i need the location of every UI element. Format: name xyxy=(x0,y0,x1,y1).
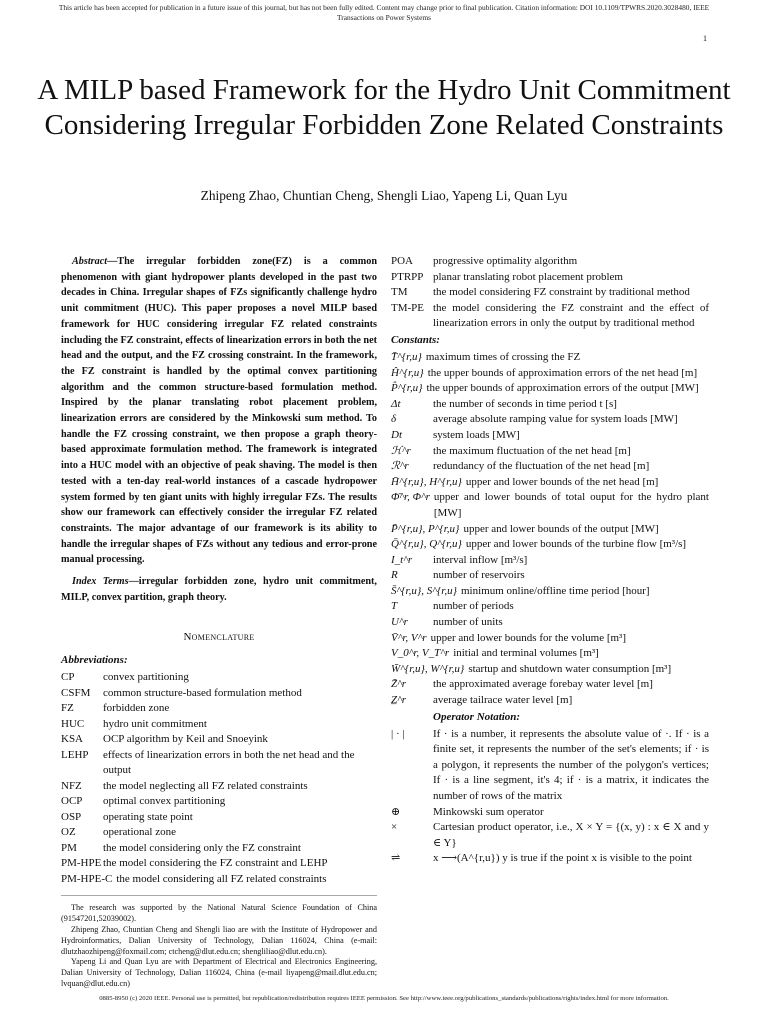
index-terms: Index Terms—irregular forbidden zone, hydro unit commitment, MILP, convex partition, graph theory. xyxy=(61,576,377,603)
constant-item xyxy=(391,646,709,662)
constant-item-description: startup and shutdown water consumption [m³] xyxy=(468,662,672,675)
abbreviation-item-description: effects of linearization errors in both the net head and the output xyxy=(103,748,355,777)
abbreviation-item-key: PTRPP xyxy=(391,270,424,283)
abbreviation-item xyxy=(61,779,377,795)
nomenclature-heading: Nomenclature xyxy=(183,631,255,644)
abbreviation-item-key: PM-HPE xyxy=(61,857,102,870)
abbreviation-item-key: FZ xyxy=(61,702,74,715)
constant-item-description: number of periods xyxy=(433,600,514,613)
abbreviation-item-description: operational zone xyxy=(103,826,176,839)
abbreviation-item-description: hydro unit commitment xyxy=(103,717,207,730)
constants-list xyxy=(391,350,709,709)
constant-item-key: Q̄^{r,u}, Q^{r,u} xyxy=(391,538,462,551)
constant-item-key: Dt xyxy=(391,428,402,441)
abbreviation-item xyxy=(61,732,377,748)
constant-item-key: Φ̄^r, Φ^r xyxy=(391,491,430,504)
constant-item-description: the upper bounds of approximation errors of the output [MW] xyxy=(426,382,699,395)
footnotes xyxy=(61,895,377,989)
operator-item-description: x ⟶(A^{r,u}) y is true if the point x is visible to the point xyxy=(433,852,692,865)
constant-item-key: W̄^{r,u}, W^{r,u} xyxy=(391,662,465,675)
constant-item-description: number of reservoirs xyxy=(433,569,525,582)
abbreviation-item xyxy=(61,825,377,841)
constant-item-key: Ĥ^{r,u} xyxy=(391,366,424,379)
footnote-funding: The research was supported by the National Natural Science Foundation of China (91547201,52039002). xyxy=(61,903,377,924)
constant-item-key: I_t^r xyxy=(391,553,413,566)
paper-title: A MILP based Framework for the Hydro Unit Commitment Considering Irregular Forbidden Zone Related Constraints xyxy=(37,74,731,141)
constant-item-description: upper and lower bounds for the volume [m³] xyxy=(430,631,627,644)
constant-item xyxy=(391,412,709,428)
constant-item xyxy=(391,677,709,693)
constant-item xyxy=(391,444,709,460)
abbreviation-item-key: CSFM xyxy=(61,686,91,699)
operator-item xyxy=(391,851,709,867)
operator-item-key: ⊕ xyxy=(391,805,401,818)
constant-item-description: system loads [MW] xyxy=(433,428,520,441)
constant-item-description: initial and terminal volumes [m³] xyxy=(453,647,599,660)
constant-item-key: T̄^{r,u} xyxy=(391,350,422,363)
right-column xyxy=(391,254,709,867)
constant-item xyxy=(391,475,709,491)
constant-item-description: upper and lower bounds of total ouput for the hydro plant [MW] xyxy=(433,491,709,519)
footnote-affiliation-2: Yapeng Li and Quan Lyu are with Department of Electrical and Electronics Engineering, Dalian University of Technology, Dalian 116024, China (e-mail liyapeng@mail.dlut.edu.cn; lvquan@dlut.edu.cn) xyxy=(61,957,377,989)
constant-item xyxy=(391,553,709,569)
operator-item xyxy=(391,820,709,851)
constant-item xyxy=(391,490,709,521)
abbreviation-item-key: NFZ xyxy=(61,779,82,792)
constant-item xyxy=(391,568,709,584)
abbreviation-item-description: OCP algorithm by Keil and Snoeyink xyxy=(103,733,268,746)
constant-item xyxy=(391,599,709,615)
abbreviation-item-key: OSP xyxy=(61,810,82,823)
abbreviation-item-description: forbidden zone xyxy=(103,702,170,715)
constant-item-description: the approximated average forebay water level [m] xyxy=(433,678,653,691)
constant-item xyxy=(391,584,709,600)
operator-item xyxy=(391,727,709,805)
abbreviation-item-description: the model considering all FZ related constraints xyxy=(116,872,327,885)
abbreviation-item-key: LEHP xyxy=(61,748,89,761)
operator-item-key: | · | xyxy=(391,727,405,740)
operator-item-description: Cartesian product operator, i.e., X × Y = {(x, y) : x ∈ X and y ∈ Y} xyxy=(433,821,709,849)
constant-item-key: Δt xyxy=(391,397,401,410)
constant-item-key: Z̄^r xyxy=(391,678,407,691)
abbreviation-item-description: convex partitioning xyxy=(103,671,189,684)
abbreviation-item-description: the model considering FZ constraint by traditional method xyxy=(433,286,690,299)
operator-item xyxy=(391,805,709,821)
abbreviation-item-key: OZ xyxy=(61,826,76,839)
abbreviation-list-continued xyxy=(391,254,709,332)
constant-item-description: average tailrace water level [m] xyxy=(433,694,573,707)
abbreviation-item-key: TM xyxy=(391,286,408,299)
abbreviation-item xyxy=(61,794,377,810)
abbreviation-item-key: CP xyxy=(61,671,75,684)
constant-item-key: U^r xyxy=(391,616,408,629)
operator-list xyxy=(391,727,709,867)
copyright-footer: 0885-8950 (c) 2020 IEEE. Personal use is permitted, but republication/redistribution requires IEEE permission. See http://www.ieee.org/publications_standards/publications/rights/index.html for more information. xyxy=(99,995,669,1002)
constant-item xyxy=(391,522,709,538)
abbreviation-item xyxy=(61,810,377,826)
operator-item-key: ⇌ xyxy=(391,852,401,865)
constant-item-key: ℛ^r xyxy=(391,460,409,473)
constant-item-key: R xyxy=(391,569,398,582)
constant-item-description: upper and lower bounds of the net head [m] xyxy=(465,475,659,488)
abbreviation-item xyxy=(61,701,377,717)
abbreviation-item xyxy=(391,301,709,332)
abbreviation-item-description: progressive optimality algorithm xyxy=(433,255,578,267)
abbreviation-item-description: the model considering the FZ constraint and the effect of linearization errors in only the output by traditional method xyxy=(433,301,709,330)
constant-item-key: P̄^{r,u}, P^{r,u} xyxy=(391,522,460,535)
constants-heading: Constants: xyxy=(391,333,440,346)
abbreviation-item xyxy=(61,670,377,686)
abbreviations-heading: Abbreviations: xyxy=(61,654,128,667)
constant-item-key: T xyxy=(391,600,398,613)
banner-line-1: This article has been accepted for publication in a future issue of this journal, but has not been fully edited. Content may change prior to final publication. Citation information: DOI 10.1109/TPWRS.2020.3028480, IEEE xyxy=(58,3,710,12)
constant-item-description: the upper bounds of approximation errors of the net head [m] xyxy=(427,366,698,379)
constant-item-key: H̄^{r,u}, H^{r,u} xyxy=(391,475,462,488)
constant-item-description: the maximum fluctuation of the net head [m] xyxy=(433,444,631,457)
constant-item-description: maximum times of crossing the FZ xyxy=(425,350,581,363)
left-column xyxy=(61,254,377,990)
abstract: Abstract—The irregular forbidden zone(FZ) is a common phenomenon with giant hydropower plants developed in the past two decades in China. Irregular shapes of FZs significantly challenge hydro unit commitment (HUC). This paper proposes a novel MILP based framework for HUC considering irregular FZ related constraints including the FZ constraint, effects of linearization errors in both the net head and the output, and the FZ crossing constraint. In the framework, the FZ constraint is handled by the optimal convex partitioning algorithm and the common structure-based formulation method. Inspired by the planar translating robot placement problem, linearization errors are considered by the Minkowski sum method. To handle the FZ crossing constraint, we then propose a graph theory-based approximate formulation method. The framework is integrated into a HUC model with an objective of peak shaving. The model is then tested with a ten-day real-world instances of a cascade hydropower system formed by ten giant units with highly irregular FZs. The results show our framework can effectively consider the irregular FZ related constraints. The major advantage of our framework is its ability to handle the irregular shapes of FZs without any tedious and error-prone manual processing. xyxy=(61,256,377,566)
abbreviation-item-key: POA xyxy=(391,255,414,267)
abbreviation-item-description: the model neglecting all FZ related constraints xyxy=(103,779,308,792)
abbreviation-item-description: planar translating robot placement problem xyxy=(433,270,623,283)
banner-line-2: Transactions on Power Systems xyxy=(337,13,431,22)
abbreviation-item-key: PM-HPE-C xyxy=(61,872,113,885)
abbreviation-item-description: the model considering the FZ constraint and LEHP xyxy=(103,857,328,870)
abbreviation-item xyxy=(61,748,377,779)
abbreviation-item-key: KSA xyxy=(61,733,84,746)
abbreviation-item xyxy=(61,686,377,702)
constant-item-description: average absolute ramping value for system loads [MW] xyxy=(433,413,678,426)
constant-item-key: V_0^r, V_T^r xyxy=(391,647,450,660)
constant-item xyxy=(391,631,709,647)
abbreviation-item-description: common structure-based formulation method xyxy=(103,686,302,699)
constant-item-key: δ xyxy=(391,413,397,426)
constant-item-description: interval inflow [m³/s] xyxy=(433,553,528,566)
constant-item xyxy=(391,428,709,444)
constant-item-key: Z̲^r xyxy=(391,694,407,707)
footnote-affiliation-1: Zhipeng Zhao, Chuntian Cheng and Shengli liao are with the Institute of Hydropower and Hydroinformatics, Dalian University of Technology, Dalian 116024, China (e-mail: dlutzhaozhipeng@foxmail.com; ctcheng@dlut.edu.cn; shengliliao@dlut.edu.cn). xyxy=(61,925,377,956)
operator-item-description: Minkowski sum operator xyxy=(433,805,544,818)
abbreviation-item-key: OCP xyxy=(61,795,83,808)
page-number: 1 xyxy=(703,34,707,43)
abbreviation-item-key: TM-PE xyxy=(391,301,424,314)
author-list: Zhipeng Zhao, Chuntian Cheng, Shengli Liao, Yapeng Li, Quan Lyu xyxy=(200,188,568,203)
operator-item-key: × xyxy=(391,821,398,834)
operator-notation-heading: Operator Notation: xyxy=(433,710,521,723)
constant-item-key: V̄^r, V^r xyxy=(391,631,427,644)
abbreviation-item xyxy=(61,872,377,888)
constant-item xyxy=(391,397,709,413)
abbreviation-item-description: operating state point xyxy=(103,810,193,823)
abbreviation-item-key: PM xyxy=(61,841,77,854)
journal-banner xyxy=(0,3,768,23)
constant-item xyxy=(391,381,709,397)
abbreviation-item xyxy=(61,717,377,733)
constant-item xyxy=(391,662,709,678)
constant-item-description: redundancy of the fluctuation of the net head [m] xyxy=(433,460,650,473)
operator-item-description: If · is a number, it represents the absolute value of ·. If · is a finite set, it represents the number of the set's elements; if · is a polygon, it represents the number of the polygon's vertices; If · is a line segment, it's 4; if · is a matrix, it indicates the number of rows of the matrix xyxy=(433,727,709,802)
constant-item xyxy=(391,459,709,475)
abbreviation-item xyxy=(391,285,709,301)
constant-item-key: ℋ^r xyxy=(391,444,411,457)
abbreviation-item-description: optimal convex partitioning xyxy=(103,795,226,808)
abbreviation-item-key: HUC xyxy=(61,717,85,730)
constant-item-key: P̂^{r,u} xyxy=(391,382,423,395)
constant-item xyxy=(391,366,709,382)
constant-item-key: S̄^{r,u}, S^{r,u} xyxy=(391,584,457,597)
constant-item xyxy=(391,693,709,709)
constant-item xyxy=(391,350,709,366)
abbreviation-item-description: the model considering only the FZ constraint xyxy=(103,841,301,854)
constant-item-description: minimum online/offline time period [hour] xyxy=(461,584,650,597)
constant-item xyxy=(391,615,709,631)
abbreviation-item xyxy=(391,270,709,286)
constant-item xyxy=(391,537,709,553)
index-terms-label: Index Terms xyxy=(72,576,129,588)
constant-item-description: the number of seconds in time period t [s] xyxy=(433,397,617,410)
abbreviation-list xyxy=(61,670,377,887)
index-terms-text: irregular forbidden zone, hydro unit commitment, MILP, convex partition, graph theory. xyxy=(61,576,377,603)
abbreviation-item xyxy=(61,856,377,872)
abstract-text: The irregular forbidden zone(FZ) is a common phenomenon with giant hydropower plants developed in the past two decades in China. Irregular shapes of FZs significantly challenge hydro unit commitment (HUC). This paper proposes a novel MILP based framework for HUC considering irregular FZ related constraints including the FZ constraint, effects of linearization errors in both the net head and the output, and the FZ crossing constraint. In the framework, the FZ constraint is handled by the optimal convex partitioning algorithm and the common structure-based formulation method. Inspired by the planar translating robot placement problem, linearization errors are considered by the Minkowski sum method. To handle the FZ crossing constraint, we then propose a graph theory-based approximate formulation method. The framework is integrated into a HUC model with an objective of peak shaving. The model is then tested with a ten-day real-world instances of a cascade hydropower system formed by ten giant units with highly irregular FZs. The results show our framework can effectively consider the irregular FZ related constraints. The major advantage of our framework is its ability to handle the irregular shapes of FZs without any tedious and error-prone manual processing. xyxy=(61,256,377,566)
constant-item-description: number of units xyxy=(433,616,503,629)
constant-item-description: upper and lower bounds of the turbine flow [m³/s] xyxy=(465,538,687,551)
constant-item-description: upper and lower bounds of the output [MW] xyxy=(463,522,659,535)
abbreviation-item xyxy=(391,254,709,270)
abstract-label: Abstract xyxy=(72,256,108,267)
abbreviation-item xyxy=(61,841,377,857)
